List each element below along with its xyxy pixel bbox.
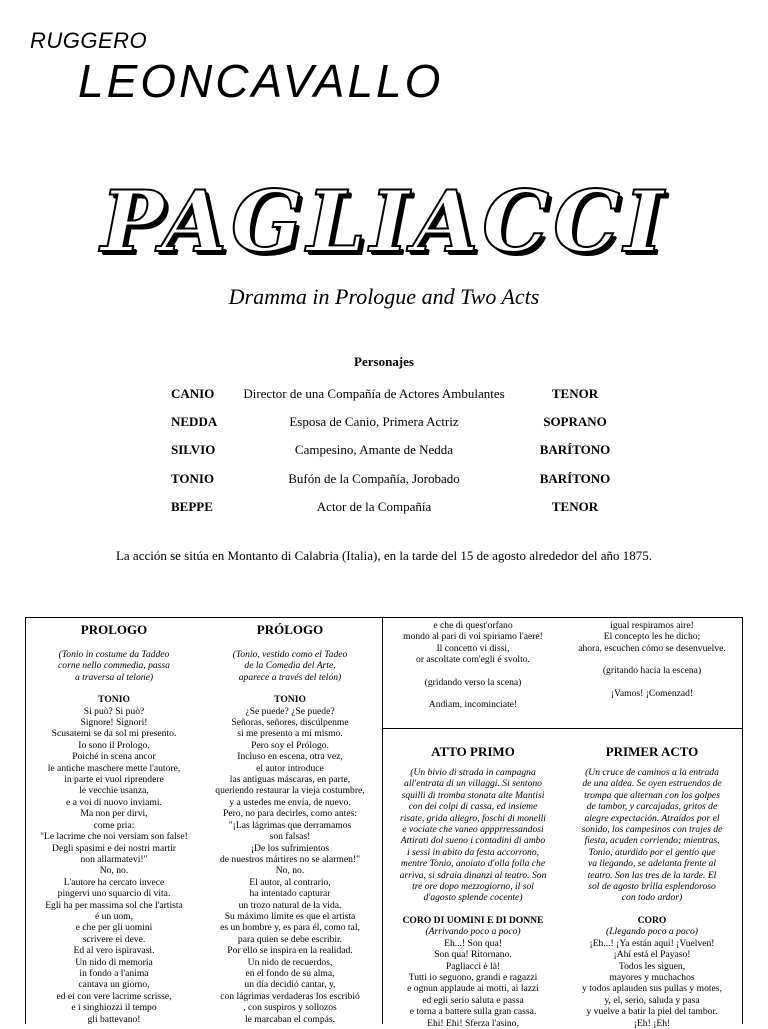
- verse-text: Si può? Si può? Signore! Signori! Scusatemi se da sol mi presento. Io sono il Prologo. Poiché in scena ancor le antiche maschere mette l'autore, in parte ei vuol riprendere le vecchie usanza, e a voi di nuovo inviami. Ma non per dirvi, come pria: "Le lacrime che noi versiam son false! Degli spasimi e dei nostri martir non allarmatevi!" No, no. L'autore ha cercato invece pingervi uno squarcio di vita. Egli ha per massima sol che l'artista é un uom, e che per gli uomini scrivere ei deve. Ed al vero ispiravasi. Un nido di memoria in fondo a l'anima cantava un giorno, ed ei con vere lacrime scrisse, e i singhiozzi il tempo gli battevano!: [40, 705, 188, 1025]
- stage-direction: (gritando hacia la escena): [602, 665, 702, 677]
- opera-title: PAGLIACCI: [100, 172, 668, 271]
- cast-voice: SOPRANO: [543, 414, 607, 429]
- prologo-italian-column: [26, 622, 202, 1025]
- speaker-name: TONIO: [98, 694, 130, 706]
- cast-row: [0, 471, 768, 491]
- composer-first-name: RUGGERO: [30, 28, 148, 53]
- act-heading: ATTO PRIMO: [431, 744, 515, 759]
- cast-description: Campesino, Amante de Nedda: [294, 442, 454, 457]
- column-divider: [382, 618, 383, 1024]
- atto-primo-italian-column: [384, 744, 562, 1029]
- opera-subtitle: Dramma in Prologue and Two Acts: [228, 284, 540, 309]
- cast-description: Bufón de la Compañía, Jorobado: [288, 471, 460, 486]
- stage-direction: (Un cruce de caminos a la entrada de una aldea. Se oyen estruendos de trompa que alternan con los golpes de tambor, y carcajadas, gritos de alegre expectación. Atraídos por el sonido, los campesinos con trajes de fiesta, acuden corriendo; mientras, Tonio, aturdido por el gentío que va llegando, se adelanta frente al teatro. Son las tres de la tarde. El sol de agosto brilla esplendoroso con todo ardor): [581, 767, 723, 904]
- prologo-heading: PROLOGO: [80, 622, 148, 637]
- verse-text: Eh...! Son qua! Son qua! Ritornano. Pagliacci è là! Tutti io seguono, grandi e ragazzi e ognun applaude ai motti, ai lazzi ed egli serio saluta e passa e torna a battere sulla gran cassa. Ehi! Ehi! Sferza l'asino,: [407, 937, 539, 1029]
- cast-row: [0, 386, 768, 406]
- cast-name: BEPPE: [171, 499, 213, 514]
- cast-voice: TENOR: [551, 386, 599, 401]
- stage-direction: (Arrivando poco a poco): [425, 926, 521, 938]
- cast-name: SILVIO: [171, 442, 216, 457]
- cast-row: [0, 442, 768, 462]
- composer-last-name: LEONCAVALLO: [78, 55, 444, 107]
- verse-text: Andiam, incominciate!: [428, 699, 518, 711]
- verse-text: e che di quest'orfano mondo al pari di voi spiriamo l'aere! Il concetto vi dissi, or ascoltate com'egli é svolto.: [403, 620, 543, 666]
- speaker-name: TONIO: [274, 694, 306, 706]
- act-heading: PRIMER ACTO: [605, 744, 699, 759]
- setting-description: La acción se sitúa en Montanto di Calabria (Italia), en la tarde del 15 de agosto alrededor del año 1875.: [115, 548, 653, 563]
- prologo-continuation-spanish: [562, 620, 742, 699]
- stage-direction: (Tonio in costume da Taddeo corne nello commedia, passa a traversa al telone): [58, 649, 170, 683]
- cast-description: Actor de la Compañía: [316, 499, 432, 514]
- cast-row: [0, 499, 768, 519]
- stage-direction: (gridando verso la scena): [424, 676, 522, 688]
- cast-description: Esposa de Canio, Primera Actriz: [289, 414, 459, 429]
- cast-name: CANIO: [171, 386, 215, 401]
- verse-text: ¡Vamos! ¡Comenzad!: [610, 687, 694, 699]
- stage-direction: (Tonio, vestido como el Tadeo de la Comedia del Arte, aparece a través del telón): [232, 649, 348, 683]
- section-divider: [382, 728, 742, 729]
- prologo-spanish-column: [202, 622, 378, 1025]
- libretto-table: [25, 617, 743, 1029]
- prologo-continuation-italian: [384, 620, 562, 710]
- cast-name: NEDDA: [171, 414, 218, 429]
- cast-voice: BARÍTONO: [539, 442, 611, 457]
- stage-direction: (Un bivio di strada in campagna all'entrata di un villaggi. Si sentono squilli di tromba stonata alte Mantisi con dei colpi di cassa, ed insieme risate, grida allegro, foschi di monelli e vociate che vaneo appprressandosi Attirati dol sueno i contadini di ambo i sessi in abito da festa accorrono, mentre Tonio, anoiato d'olla folla che arriva, si sdraia dinanzi al teatro. Son tre ore dopo mezzogiorno, il sol d'agosto splende cocente): [399, 767, 547, 904]
- verse-text: igual respiramos aire! El concepto les he dicho; ahora, escuchen cómo se desenvuelve.: [578, 620, 726, 654]
- cast-name: TONIO: [171, 471, 215, 486]
- primer-acto-spanish-column: [562, 744, 742, 1029]
- speaker-name: CORO DI UOMINI E DI DONNE: [402, 914, 544, 926]
- verse-text: ¡Eh...! ¡Ya están aquí! ¡Vuelven! ¡Ahí está el Payaso! Todos les siguen, mayores y muchachos y todos aplauden sus pullas y motes, y, el, serio, saluda y pasa y vuelve a batir la piel del tambor. ¡Eh! ¡Eh!: [582, 937, 722, 1029]
- cast-voice: TENOR: [551, 499, 599, 514]
- stage-direction: (Llegando poco a poco): [606, 926, 698, 938]
- cast-description: Director de una Compañía de Actores Ambulantes: [243, 386, 505, 401]
- prologo-heading: PRÓLOGO: [256, 622, 324, 637]
- verse-text: ¿Se puede? ¿Se puede? Señoras, señores, discúlpenme si me presento a mí mismo. Pero soy el Prólogo. Incluso en escena, otra vez, el autor introduce las antiguas máscaras, en parte, queriendo restaurar la vieja costumbre, y a ustedes me envía, de nuevo. Pero, no para decirles, como antes: "¡Las lágrimas que derramamos son falsas! ¡De los sufrimientos de nuestros mártires no se alarmen!" No, no. El autor, al contrario, ha intentado capturar un trozo natural de la vida. Su máximo límite es que el artista es un hombre y, es para él, como tal, para quien se debe escribir. Por ello se inspira en la realidad. Un nido de recuerdos, en el fondo de su alma, un día decidió cantar, y, con lágrimas verdaderas los escribió , con suspiros y sollozos le marcaban el compás.: [215, 705, 365, 1025]
- cast-row: [0, 414, 768, 434]
- speaker-name: CORO: [637, 914, 667, 926]
- cast-heading: Personajes: [354, 354, 414, 369]
- cast-voice: BARÍTONO: [539, 471, 611, 486]
